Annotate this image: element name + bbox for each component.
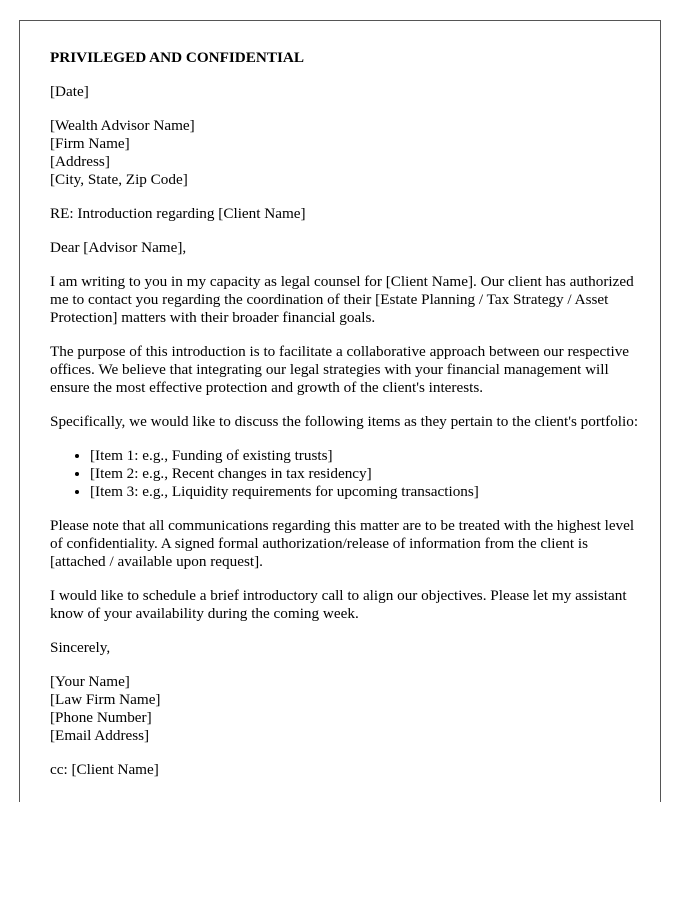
letter-date: [Date] (50, 83, 89, 100)
list-item: • [Item 3: e.g., Liquidity requirements for upcoming transactions] (90, 483, 640, 501)
scheduling-paragraph: I would like to schedule a brief introductory call to align our objectives. Please let my assistant know of your availability during the coming week. (50, 587, 627, 622)
list-item: • [Item 2: e.g., Recent changes in tax residency] (90, 465, 640, 483)
purpose-paragraph: The purpose of this introduction is to facilitate a collaborative approach between our respective offices. We believe that integrating our legal strategies with your financial management will ensure the most effective protection and growth of the client's interests. (50, 343, 630, 396)
subject-line: RE: Introduction regarding [Client Name] (50, 205, 306, 222)
recipient-firm: [Firm Name] (50, 135, 130, 152)
signer-phone: [Phone Number] (50, 709, 152, 726)
signature-block (50, 673, 640, 745)
discussion-intro-paragraph: Specifically, we would like to discuss the following items as they pertain to the client's portfolio: (50, 413, 639, 430)
recipient-address-block (50, 117, 640, 189)
signer-name: [Your Name] (50, 673, 130, 690)
closing: Sincerely, (50, 639, 111, 656)
discussion-items-list (50, 447, 640, 501)
cc-line: cc: [Client Name] (50, 761, 159, 778)
recipient-city-state-zip: [City, State, Zip Code] (50, 171, 188, 188)
salutation: Dear [Advisor Name], (50, 239, 187, 256)
intro-paragraph: I am writing to you in my capacity as legal counsel for [Client Name]. Our client has authorized me to contact you regarding the coordination of their [Estate Planning / Tax Strategy / Asset Protection] matters with their broader financial goals. (50, 273, 634, 326)
recipient-address: [Address] (50, 153, 110, 170)
letter-page (19, 20, 661, 802)
confidentiality-paragraph: Please note that all communications regarding this matter are to be treated with the highest level of confidentiality. A signed formal authorization/release of information from the client is [attached / available upon request]. (50, 517, 635, 570)
recipient-name: [Wealth Advisor Name] (50, 117, 195, 134)
signer-firm: [Law Firm Name] (50, 691, 161, 708)
letter-body (50, 49, 640, 795)
confidential-heading: PRIVILEGED AND CONFIDENTIAL (50, 49, 305, 66)
list-item: • [Item 1: e.g., Funding of existing trusts] (90, 447, 640, 465)
signer-email: [Email Address] (50, 727, 150, 744)
